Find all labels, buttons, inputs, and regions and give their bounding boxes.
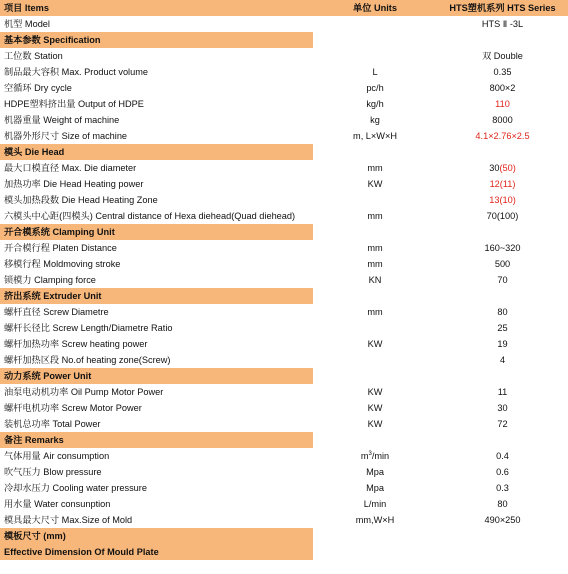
section-header bbox=[0, 432, 568, 448]
param-label: 机器外形尺寸 Size of machine bbox=[4, 131, 128, 141]
param-label: 模头加热段数 Die Head Heating Zone bbox=[4, 195, 158, 205]
param-value: 500 bbox=[494, 259, 511, 269]
param-unit: KW bbox=[367, 339, 383, 349]
param-value: 70 bbox=[497, 275, 508, 285]
table-row bbox=[0, 48, 568, 64]
table-row bbox=[0, 384, 568, 400]
table-row bbox=[0, 128, 568, 144]
table-row bbox=[0, 304, 568, 320]
param-unit: m, L×W×H bbox=[353, 131, 397, 141]
param-unit: kg/h bbox=[366, 99, 384, 109]
param-label: 开合模行程 Platen Distance bbox=[4, 243, 117, 253]
param-value: 11 bbox=[497, 387, 508, 397]
param-unit: Mpa bbox=[366, 467, 384, 477]
param-value: 4 bbox=[499, 355, 506, 365]
param-label: 机型 Model bbox=[4, 19, 50, 29]
section-blank bbox=[313, 144, 437, 160]
table-row bbox=[0, 464, 568, 480]
section-blank bbox=[437, 32, 568, 48]
param-label: 螺杆加热区段 No.of heating zone(Screw) bbox=[4, 355, 171, 365]
param-unit: Mpa bbox=[366, 483, 384, 493]
section-header bbox=[0, 528, 568, 544]
param-value: HTS Ⅱ -3L bbox=[481, 19, 524, 29]
section-title: 备注 Remarks bbox=[4, 435, 64, 445]
param-unit bbox=[313, 16, 437, 32]
section-blank bbox=[437, 144, 568, 160]
param-unit bbox=[313, 320, 437, 336]
param-label: 气体用量 Air consumption bbox=[4, 451, 110, 461]
param-unit: KN bbox=[368, 275, 382, 285]
param-unit bbox=[313, 192, 437, 208]
unit-tail: /min bbox=[371, 451, 390, 461]
table-header bbox=[0, 0, 568, 16]
param-label: 螺杆长径比 Screw Length/Diametre Ratio bbox=[4, 323, 173, 333]
section-blank bbox=[437, 432, 568, 448]
section-blank bbox=[313, 32, 437, 48]
section-header bbox=[0, 288, 568, 304]
param-unit: mm bbox=[367, 211, 383, 221]
param-value: 160~320 bbox=[484, 243, 521, 253]
param-value: 13(10) bbox=[489, 195, 516, 205]
table-row bbox=[0, 272, 568, 288]
param-unit: mm bbox=[367, 307, 383, 317]
unit-base: m bbox=[360, 451, 369, 461]
param-value: 0.35 bbox=[493, 67, 512, 77]
section-blank bbox=[437, 224, 568, 240]
param-label: 螺杆加热功率 Screw heating power bbox=[4, 339, 148, 349]
section-title: 基本参数 Specification bbox=[4, 35, 101, 45]
section-header bbox=[0, 368, 568, 384]
unit-exponent: 3 bbox=[368, 450, 372, 457]
table-row bbox=[0, 16, 568, 32]
param-label: 加热功率 Die Head Heating power bbox=[4, 179, 144, 189]
header-items: 项目 Items bbox=[4, 3, 49, 13]
header-units: 单位 Units bbox=[353, 3, 397, 13]
param-unit: mm bbox=[367, 243, 383, 253]
section-title: 动力系统 Power Unit bbox=[4, 371, 92, 381]
section-blank bbox=[313, 224, 437, 240]
section-title: 开合模系统 Clamping Unit bbox=[4, 227, 115, 237]
param-value: 25 bbox=[497, 323, 508, 333]
param-label: HDPE塑料挤出量 Output of HDPE bbox=[4, 99, 144, 109]
header-series: HTS塑机系列 HTS Series bbox=[449, 3, 556, 13]
param-unit: pc/h bbox=[366, 83, 384, 93]
param-label: 制品最大容积 Max. Product volume bbox=[4, 67, 148, 77]
param-unit: mm,W×H bbox=[355, 515, 395, 525]
param-label: 锁模力 Clamping force bbox=[4, 275, 96, 285]
value-alt: (50) bbox=[499, 163, 516, 173]
section-blank bbox=[313, 432, 437, 448]
section-title: 挤出系统 Extruder Unit bbox=[4, 291, 102, 301]
param-unit: L/min bbox=[363, 499, 387, 509]
table-row bbox=[0, 416, 568, 432]
table-row bbox=[0, 160, 568, 176]
table-row bbox=[0, 496, 568, 512]
table-row bbox=[0, 336, 568, 352]
param-unit: mm bbox=[367, 163, 383, 173]
section-blank bbox=[437, 288, 568, 304]
section-blank bbox=[437, 368, 568, 384]
table-row bbox=[0, 448, 568, 464]
table-row bbox=[0, 240, 568, 256]
param-label: 六模头中心距(四模头) Central distance of Hexa diehead(Quad diehead) bbox=[4, 211, 296, 221]
table-row bbox=[0, 352, 568, 368]
param-label: 模具最大尺寸 Max.Size of Mold bbox=[4, 515, 133, 525]
param-value: 12(11) bbox=[489, 179, 516, 189]
param-label: 机器重量 Weight of machine bbox=[4, 115, 120, 125]
param-label: 空循环 Dry cycle bbox=[4, 83, 72, 93]
table-row bbox=[0, 320, 568, 336]
param-label: 用水量 Water consunption bbox=[4, 499, 111, 509]
param-value: 80 bbox=[497, 499, 508, 509]
param-label: 吹气压力 Blow pressure bbox=[4, 467, 102, 477]
section-header bbox=[0, 144, 568, 160]
param-value: 72 bbox=[497, 419, 508, 429]
param-unit: KW bbox=[367, 403, 383, 413]
table-row bbox=[0, 512, 568, 528]
section-header bbox=[0, 224, 568, 240]
param-label: 移模行程 Moldmoving stroke bbox=[4, 259, 121, 269]
param-value: 70(100) bbox=[486, 211, 519, 221]
param-value: 80 bbox=[497, 307, 508, 317]
param-label: 最大口模直径 Max. Die diameter bbox=[4, 163, 137, 173]
param-unit bbox=[313, 48, 437, 64]
table-row bbox=[0, 112, 568, 128]
section-blank bbox=[437, 544, 568, 560]
param-value: 0.4 bbox=[496, 451, 509, 461]
section-blank bbox=[313, 288, 437, 304]
param-unit: KW bbox=[367, 387, 383, 397]
param-value bbox=[437, 160, 568, 176]
value-main: 30 bbox=[489, 163, 500, 173]
table-row bbox=[0, 208, 568, 224]
param-value: 4.1×2.76×2.5 bbox=[475, 131, 530, 141]
param-label: 螺杆直径 Screw Diametre bbox=[4, 307, 109, 317]
param-label: 工位数 Station bbox=[4, 51, 63, 61]
param-value: 0.3 bbox=[496, 483, 509, 493]
param-value: 490×250 bbox=[484, 515, 521, 525]
param-value: 19 bbox=[497, 339, 508, 349]
param-unit: mm bbox=[367, 259, 383, 269]
table-body bbox=[0, 16, 568, 560]
param-label: 油泵电动机功率 Oil Pump Motor Power bbox=[4, 387, 164, 397]
param-unit: KW bbox=[367, 179, 383, 189]
table-row bbox=[0, 80, 568, 96]
param-value: 30 bbox=[497, 403, 508, 413]
param-value: 0.6 bbox=[496, 467, 509, 477]
param-label: 装机总功率 Total Power bbox=[4, 419, 101, 429]
section-title: 模头 Die Head bbox=[4, 147, 65, 157]
param-value: 双 Double bbox=[482, 51, 523, 61]
param-unit bbox=[313, 352, 437, 368]
table-row bbox=[0, 256, 568, 272]
table-row bbox=[0, 96, 568, 112]
table-row bbox=[0, 192, 568, 208]
table-row bbox=[0, 400, 568, 416]
table-row bbox=[0, 176, 568, 192]
section-title: Effective Dimension Of Mould Plate bbox=[4, 547, 159, 557]
param-value: 800×2 bbox=[489, 83, 516, 93]
param-value: 110 bbox=[495, 99, 510, 109]
param-value: 8000 bbox=[492, 115, 513, 125]
param-unit bbox=[313, 448, 437, 464]
param-label: 冷却水压力 Cooling water pressure bbox=[4, 483, 147, 493]
section-title: 模板尺寸 (mm) bbox=[4, 531, 66, 541]
table-row bbox=[0, 480, 568, 496]
param-unit: KW bbox=[367, 419, 383, 429]
param-label: 螺杆电机功率 Screw Motor Power bbox=[4, 403, 142, 413]
table-row bbox=[0, 64, 568, 80]
section-header bbox=[0, 32, 568, 48]
param-unit: L bbox=[372, 67, 378, 77]
param-unit: kg bbox=[370, 115, 380, 125]
section-blank bbox=[313, 368, 437, 384]
section-blank bbox=[313, 528, 437, 544]
section-header bbox=[0, 544, 568, 560]
section-blank bbox=[313, 544, 437, 560]
section-blank bbox=[437, 528, 568, 544]
